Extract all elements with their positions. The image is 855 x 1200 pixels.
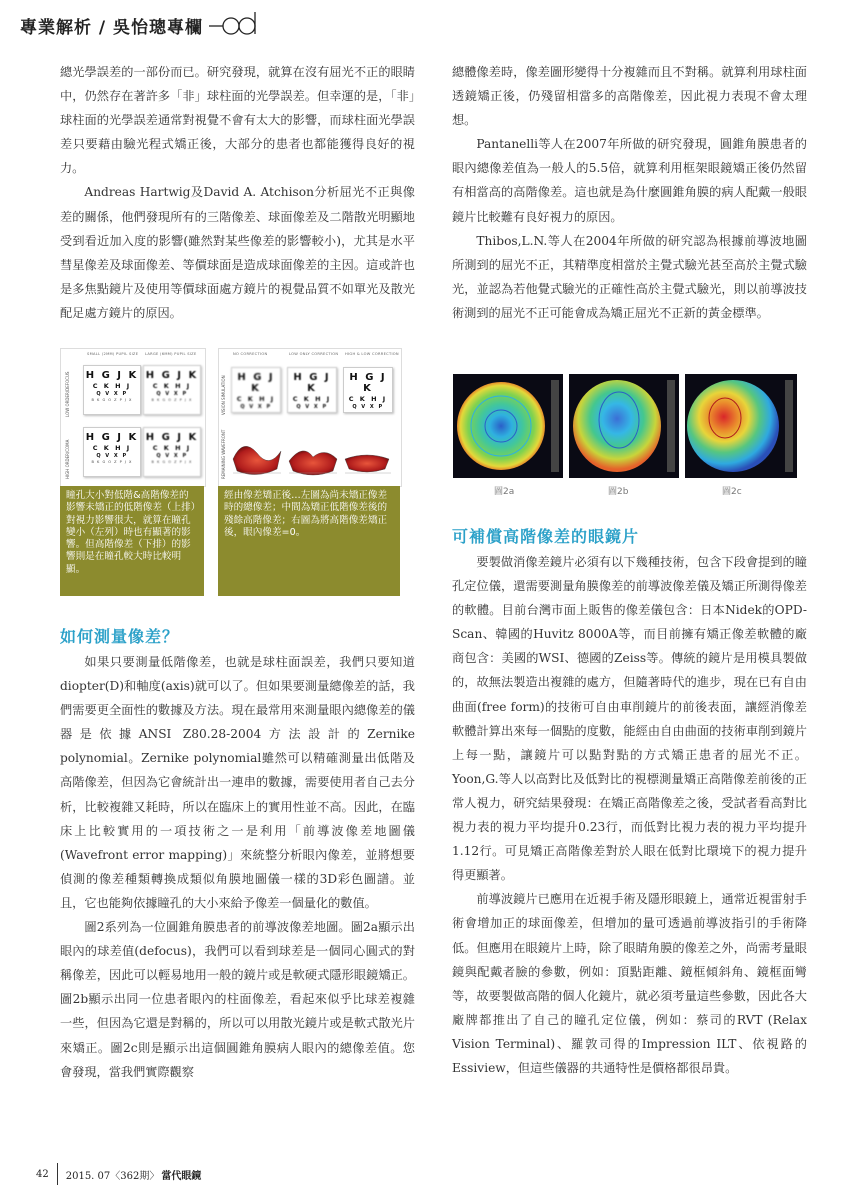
chart-header: NO CORRECTION	[233, 352, 268, 356]
paragraph: 總體像差時，像差圖形變得十分複雜而且不對稱。就算利用球柱面透鏡矯正後，仍殘留相當多的高階像差，因此視力表現不會太理想。	[452, 65, 807, 128]
row-label: VISION SIMULATION	[221, 375, 226, 415]
figure-wavefront-correction	[218, 348, 402, 487]
paragraph: Andreas Hartwig及David A. Atchison分析屈光不正與像差的關係，他們發現所有的三階像差、球面像差及二階散光明顯地受到看近加入度的影響(雖然對某些像差的影響較小)，尤其是水平彗星像差及球面像差、等價球面是造成球面像差的主因。這或許也是多焦點鏡片及使用等價球面處方鏡片的視覺品質不如單光及散光配足處方鏡片的原因。	[60, 185, 415, 320]
figure-wavefront-maps	[453, 374, 797, 478]
column-title: 專業解析 / 吳怡璁專欄	[20, 17, 204, 38]
row-label: HIGH ORDER/COMA	[65, 439, 70, 479]
page-number: 42	[36, 1168, 49, 1180]
paragraph: 前導波鏡片已應用在近視手術及隱形眼鏡上，通常近視雷射手術會增加正的球面像差，但增加的量可透過前導波指引的手術降低。但應用在眼鏡片上時，除了眼睛角膜的像差之外，尚需考量眼鏡與配戴者臉的參數，例如：頂點距離、鏡框傾斜角、鏡框面彎等，故要製做高階的個人化鏡片，就必須考量這些參數，因此各大廠牌都推出了自己的瞳孔定位儀，例如：蔡司的RVT (Relax Vision Terminal)、羅敦司得的Impression ILT、依視路的Essiview，但這些儀器的共通特性是價格都很昂貴。	[452, 892, 807, 1075]
figure-label: 圖2b	[608, 487, 629, 497]
left-column-bottom	[60, 650, 415, 1084]
section-heading: 如何測量像差？	[60, 627, 180, 646]
chart-header: LOW ONLY CORRECTION	[289, 352, 339, 356]
paragraph: 圖2系列為一位圓錐角膜患者的前導波像差地圖。圖2a顯示出眼內的球差值(defocus)，我們可以看到球差是一個同心圓式的對稱像差，因此可以輕易地用一般的鏡片或是軟硬式隱形眼鏡矯正。圖2b顯示出同一位患者眼內的柱面像差，看起來似乎比球差複雜一些，但因為它還是對稱的，所以可以用散光鏡片或是軟式散光片來矯正。圖2c則是顯示出這個圓錐角膜病人眼內的總像差值。您會發現，當我們實際觀察	[60, 920, 415, 1079]
row-label: REMAINING WAVEFRONT	[221, 429, 226, 479]
paragraph: 總光學誤差的一部份而已。研究發現，就算在沒有屈光不正的眼睛中，仍然存在著許多「非」球柱面的光學誤差。但幸運的是，「非」球柱面的光學誤差通常對視覺不會有太大的影響，而球柱面光學誤差只要藉由驗光程式矯正後，大部分的患者也都能獲得良好的視力。	[60, 65, 415, 176]
chart-header: LARGE (6MM) PUPIL SIZE	[145, 352, 197, 356]
figure-caption: 瞳孔大小對低階&高階像差的影響未矯正的低階像差（上排）對視力影響很大，就算在瞳孔變小（左列）時也有顯著的影響。但高階像差（下排）的影響則是在瞳孔較大時比較明顯。	[60, 486, 204, 596]
wavefront-surface-plots	[229, 429, 395, 481]
issue-info: 2015. 07〈362期〉	[65, 1170, 160, 1182]
eye-chart: H G J K C K H J Q V X P	[343, 367, 393, 413]
magazine-name: 當代眼鏡	[161, 1170, 202, 1182]
eye-chart: H G J K C K H J Q V X P B K G O Z P J X	[83, 365, 141, 415]
footer-divider	[57, 1163, 58, 1185]
figure-label: 圖2c	[722, 487, 742, 497]
right-column-bottom	[452, 550, 807, 1080]
page-header	[20, 10, 265, 40]
paragraph: 如果只要測量低階像差，也就是球柱面誤差，我們只要知道diopter(D)和軸度(axis)就可以了。但如果要測量總像差的話，我們需要更全面性的數據及方法。現在最常用來測量眼內總像差的儀器是依據ANSI Z80.28-2004方法設計的Zernike polynomial。Zernike polynomial雖然可以精確測量出低階及高階像差，但因為它會統計出一連串的數據，需要使用者自己去分析，比較複雜又耗時，所以在臨床上的實用性並不高。因此，在臨床上比較實用的一項技術之一是利用「前導波像差地圖儀(Wavefront error mapping)」來統整分析眼內像差，並將想要偵測的像差種類轉換成類似角膜地圖儀一樣的3D彩色圖譜。並且，它也能夠依據瞳孔的大小來給予像差一個量化的數值。	[60, 655, 415, 910]
column-logo-icon	[209, 11, 265, 39]
right-column-top	[452, 60, 807, 325]
eye-chart: H G J K C K H J Q V X P B K G O Z P J X	[143, 427, 201, 477]
paragraph: Thibos,L.N.等人在2004年所做的研究認為根據前導波地圖所測到的屈光不正，其精準度相當於主覺式驗光甚至高於主覺式驗光，並認為若他覺式驗光的正確性高於主覺式驗光，則以前導波技術測到的屈光不正可能會成為矯正屈光不正新的黃金標準。	[452, 233, 807, 320]
eye-chart: H G J K C K H J Q V X P	[287, 367, 337, 413]
chart-header: SMALL (2MM) PUPIL SIZE	[87, 352, 139, 356]
left-column-top	[60, 60, 415, 325]
section-heading: 可補償高階像差的眼鏡片	[452, 527, 640, 546]
figure-aberration-charts	[60, 348, 206, 487]
figure-caption: 經由像差矯正後…左圖為尚未矯正像差時的總像差；中間為矯正低階像差後的殘餘高階像差；右圖為將高階像差矯正後，眼內像差=0。	[218, 486, 400, 596]
page-footer	[36, 1163, 201, 1185]
paragraph: Pantanelli等人在2007年所做的研究發現，圓錐角膜患者的眼內總像差值為一般人的5.5倍，就算利用框架眼鏡矯正後仍然留有相當高的高階像差。這也就是為什麼圓錐角膜的病人配戴一般眼鏡片比較難有良好視力的原因。	[452, 137, 807, 224]
row-label: LOW ORDER/DEFOCUS	[65, 371, 70, 417]
eye-chart: H G J K C K H J Q V X P	[231, 367, 281, 413]
eye-chart: H G J K C K H J Q V X P B K G O Z P J X	[83, 427, 141, 477]
eye-chart: H G J K C K H J Q V X P B K G O Z P J X	[143, 365, 201, 415]
figure-label: 圖2a	[494, 487, 515, 497]
paragraph: 要製做消像差鏡片必須有以下幾種技術，包含下段會提到的瞳孔定位儀，還需要測量角膜像差的前導波像差儀及矯正所測得像差的軟體。目前台灣市面上販售的像差儀包含：日本Nidek的OPD-Scan、韓國的Huvitz 8000A等，而目前擁有矯正像差軟體的廠商包含：美國的WSI、德國的Zeiss等。傳統的鏡片是用模具製做的，故無法製造出複雜的處方，但隨著時代的進步，現在已有自由曲面(free form)的技術可自由車削鏡片的前後表面，讓經消像差軟體計算出來每一個點的度數，能經由自由曲面的技術車削到鏡片上每一點，讓鏡片可以點對點的方式矯正患者的屈光不正。Yoon,G.等人以高對比及低對比的視標測量矯正高階像差前後的正常人視力，研究結果發現：在矯正高階像差之後，受試者看高對比視力表的視力平均提升0.23行，而低對比視力表的視力平均提升1.12行。可見矯正高階像差對於人眼在低對比環境下的視力提升得更顯著。	[452, 555, 807, 883]
chart-header: HIGH & LOW CORRECTION	[345, 352, 399, 356]
